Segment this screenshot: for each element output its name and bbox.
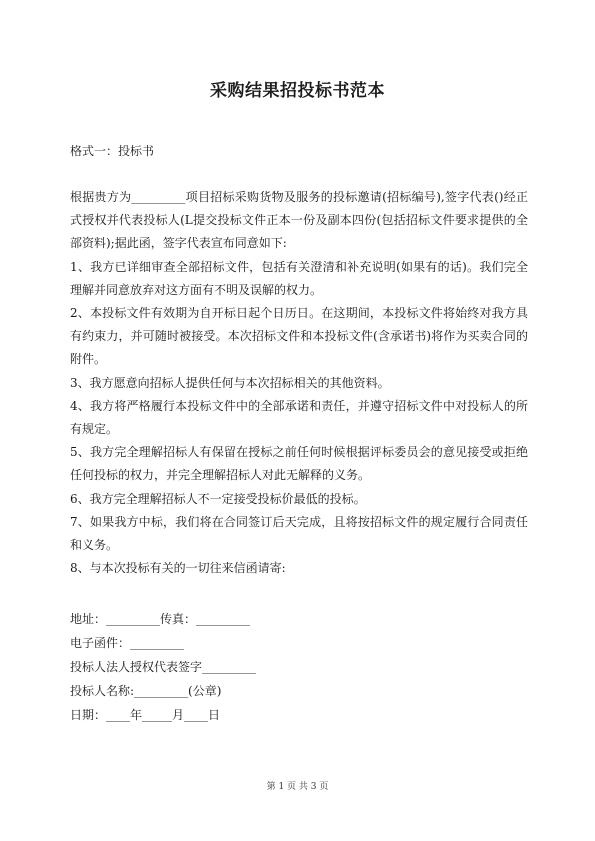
document-body <box>70 186 528 580</box>
clause-5: 5、我方完全理解招标人有保留在授标之前任何时候根据评标委员会的意见接受或拒绝任何投标的权力，并完全理解招标人对此无解释的义务。 <box>70 445 528 483</box>
address-fax-line: 地址：_________传真：_________ <box>70 612 251 626</box>
format-line: 格式一：投标书 <box>70 144 155 158</box>
clause-4: 4、我方将严格履行本投标文件中的全部承诺和责任，并遵守招标文件中对投标人的所有规定。 <box>70 398 528 437</box>
clause-6: 6、我方完全理解招标人不一定接受投标价最低的投标。 <box>70 491 366 506</box>
signature-line: 投标人法人授权代表签字_________ <box>70 660 257 674</box>
intro-paragraph: 根据贵方为_________项目招标采购货物及服务的投标邀请(招标编号),签字代表()经正式授权并代表投标人(L提交投标文件正本一份及副本四份(包括招标文件要求提供的全部资料);据此函，签字代表宣布同意如下: <box>70 190 528 251</box>
email-line: 电子函件：_________ <box>70 636 185 650</box>
clause-1: 1、我方已详细审查全部招标文件，包括有关澄清和补充说明(如果有的话)。我们完全理解并同意放弃对这方面有不明及误解的权力。 <box>70 259 528 297</box>
bidder-name-line: 投标人名称:_________(公章) <box>70 684 222 698</box>
clause-2: 2、本投标文件有效期为自开标日起个日历日。在这期间，本投标文件将始终对我方具有约束力，并可随时被接受。本次招标文件和本投标文件(含承诺书)将作为买卖合同的附件。 <box>70 306 528 367</box>
clause-8: 8、与本次投标有关的一切往来信函请寄: <box>70 561 286 576</box>
clause-7: 7、如果我方中标，我们将在合同签订后天完成，且将按招标文件的规定履行合同责任和义务。 <box>70 514 528 553</box>
contact-block <box>70 607 256 727</box>
date-line: 日期：____年_____月____日 <box>70 708 221 722</box>
page-footer: 第 1 页 共 3 页 <box>266 782 329 792</box>
clause-3: 3、我方愿意向招标人提供任何与本次招标相关的其他资料。 <box>70 375 390 390</box>
document-title: 采购结果招投标书范本 <box>210 81 385 101</box>
